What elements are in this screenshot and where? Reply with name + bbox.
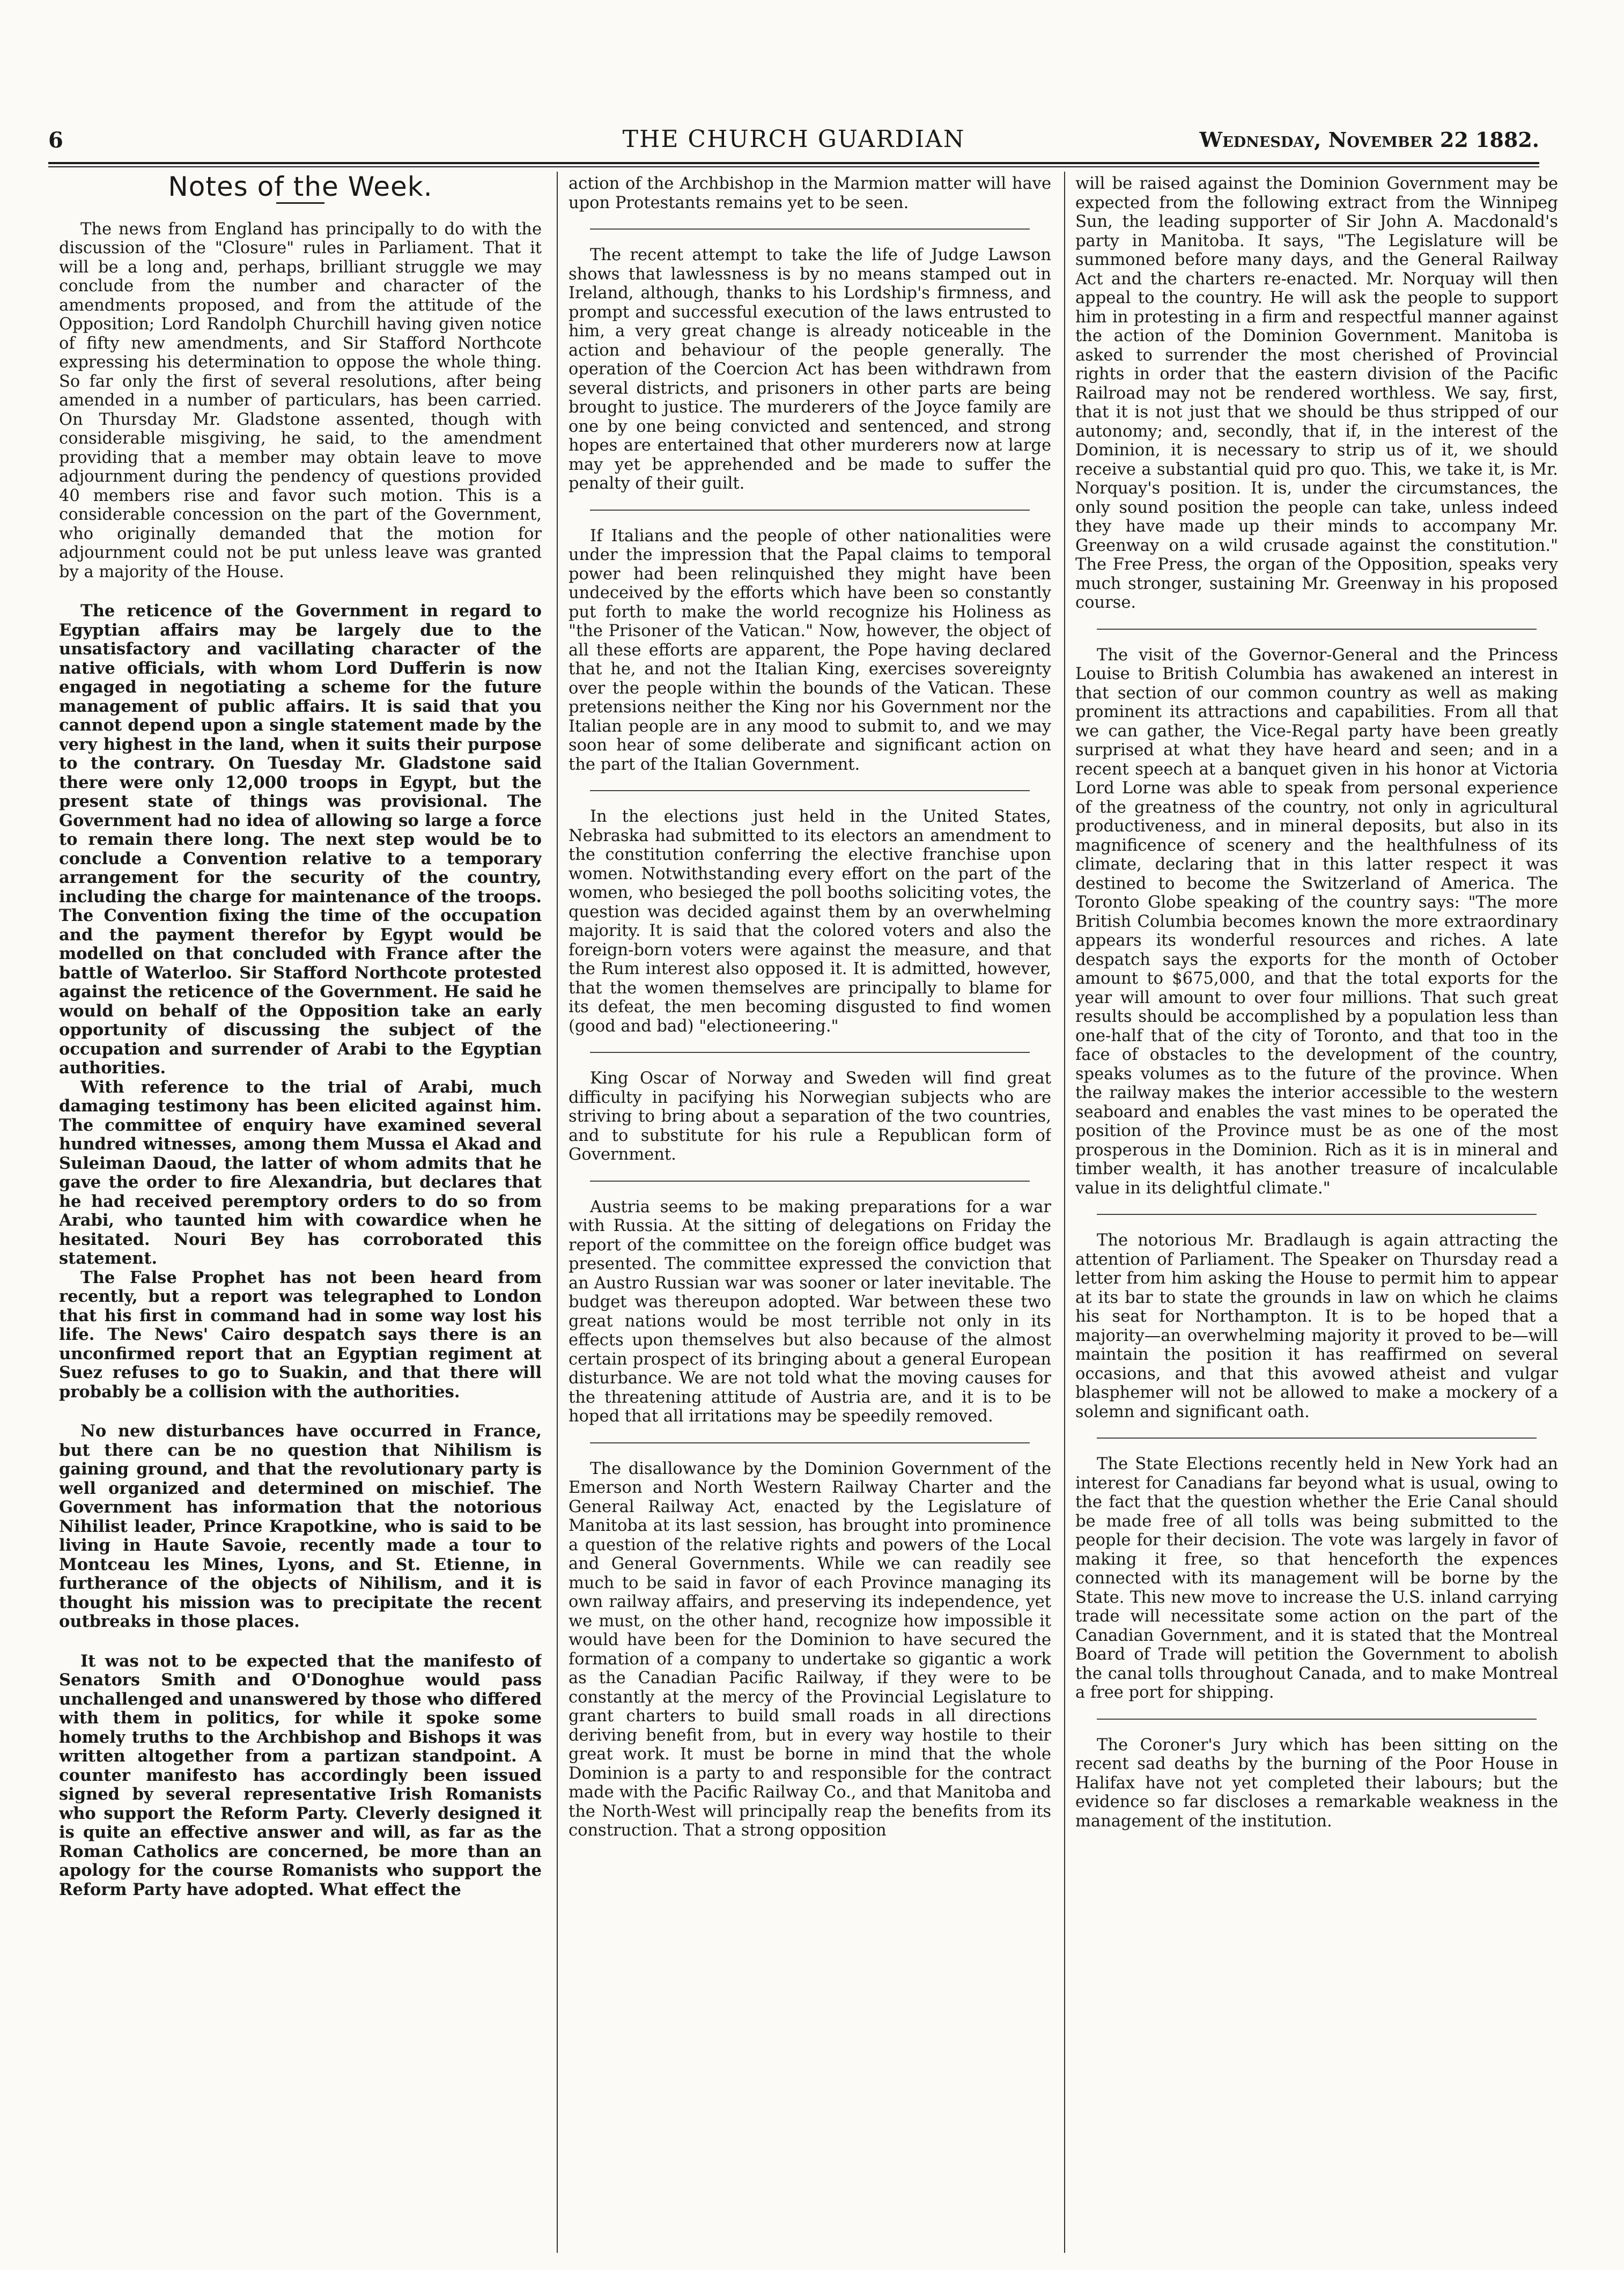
article-paragraph: action of the Archbishop in the Marmion matter will have upon Protestants remains yet to be seen. bbox=[569, 174, 1051, 212]
header-rule-thin bbox=[48, 166, 1539, 167]
item-separator bbox=[590, 1052, 1030, 1053]
article-paragraph: The visit of the Governor-General and the Princess Louise to British Columbia has awakened an interest in that section of our common country as well as making prominent its attractions and capabilities. From all that we can gather, the Vice-Regal party have been greatly surprised at what they have heard and seen; and in a recent speech at a banquet given in his honor at Victoria Lord Lorne was able to speak from personal experience of the greatness of the country, not only in agricultural productiveness, and in mineral deposits, but also in its magnificence of scenery and the healthfulness of its climate, declaring that in this latter respect it was destined to become the Switzerland of America. The Toronto Globe speaking of the country says: "The more British Columbia becomes known the more extraordinary appears its wonderful resources and riches. A late despatch says the exports for the month of October amount to $675,000, and that the total exports for the year will amount to over four millions. That such great results should be accomplished by a population less than one-half that of the city of Toronto, and that too in the face of obstacles to the development of the country, speaks volumes as to the future of the province. When the railway makes the interior accessible to the western seaboard and enables the vast mines to be operated the position of the Province must be as one of the most prosperous in the Dominion. Rich as it is in mineral and timber wealth, it has another treasure of incalculable value in its delightful climate." bbox=[1075, 645, 1558, 1198]
section-heading: Notes of the Week. bbox=[168, 174, 433, 202]
article-paragraph: The recent attempt to take the life of Judge Lawson shows that lawlessness is by no means stamped out in Ireland, although, thanks to his Lordship's firmness, and prompt and successful execution of the laws entrusted to him, a very great change is already noticeable in the action and behaviour of the people generally. The operation of the Coercion Act has been withdrawn from several districts, and prisoners in other parts are being brought to justice. The murderers of the Joyce family are one by one being convicted and sentenced, and strong hopes are entertained that other murderers now at large may yet be apprehended and be made to suffer the penalty of their guilt. bbox=[569, 246, 1051, 493]
page-number: 6 bbox=[48, 128, 63, 153]
column-3 bbox=[1075, 174, 1558, 2250]
article-paragraph: The news from England has principally to do with the discussion of the "Closure" rules in Parliament. That it will be a long and, perhaps, brilliant struggle we may conclude from the number and character of the amendments proposed, and from the attitude of the Opposition; Lord Randolph Churchill having given notice of fifty new amendments, and Sir Stafford Northcote expressing his determination to oppose the whole thing. So far only the first of several resolutions, after being amended in a number of particulars, has been carried. On Thursday Mr. Gladstone assented, though with considerable misgiving, he said, to the amendment providing that a member may obtain leave to move adjournment during the pendency of questions provided 40 members rise and favor such motion. This is a considerable concession on the part of the Government, who originally demanded that the motion for adjournment could not be put unless leave was granted by a majority of the House. bbox=[59, 219, 542, 581]
article-paragraph: If Italians and the people of other nationalities were under the impression that the Papal claims to temporal power had been relinquished they might have been undeceived by the efforts which have been so constantly put forth to make the world recognize his Holiness as "the Prisoner of the Vatican." Now, however, the object of all these efforts are apparent, the Pope having declared that he, and not the Italian King, exercises sovereignty over the people within the bounds of the Vatican. These pretensions neither the King nor his Government nor the Italian people are in any mood to submit to, and we may soon hear of some deliberate and significant action on the part of the Italian Government. bbox=[569, 526, 1051, 774]
header-rule bbox=[48, 162, 1539, 164]
article-paragraph: The disallowance by the Dominion Government of the Emerson and North Western Railway Charter and the General Railway Act, enacted by the Legislature of Manitoba at its last session, has brought into prominence a question of the relative rights and powers of the Local and General Governments. While we can readily see much to be said in favor of each Province managing its own railway affairs, and preserving its independence, yet we must, on the other hand, recognize how impossible it would have been for the Dominion to have secured the formation of a company to undertake so gigantic a work as the Canadian Pacific Railway, if they were to be constantly at the mercy of the Provincial Legislature to grant charters to build small roads in all directions deriving benefit from, but in every way hostile to their great work. It must be borne in mind that the whole Dominion is a party to and responsible for the contract made with the Pacific Railway Co., and that Manitoba and the North-West will principally reap the benefits from its construction. That a strong opposition bbox=[569, 1459, 1051, 1840]
article-paragraph: King Oscar of Norway and Sweden will find great difficulty in pacifying his Norwegian subjects who are striving to bring about a separation of the two countries, and to substitute for his rule a Republican form of Government. bbox=[569, 1069, 1051, 1164]
column-divider bbox=[557, 172, 558, 2253]
column-1 bbox=[59, 174, 542, 2250]
item-separator bbox=[1097, 1438, 1537, 1439]
item-separator bbox=[590, 1442, 1030, 1443]
article-paragraph: Austria seems to be making preparations for a war with Russia. At the sitting of delegations on Friday the report of the committee on the foreign office budget was presented. The committee expressed the conviction that an Austro Russian war was sooner or later inevitable. The budget was thereupon adopted. War between these two great nations would be most terrible not only in its effects upon themselves but also because of the almost certain prospect of its bringing about a general European disturbance. We are not told what the moving causes for the threatening attitude of Austria are, and it is to be hoped that all irritations may be speedily removed. bbox=[569, 1197, 1051, 1426]
item-separator bbox=[1097, 1214, 1537, 1215]
article-paragraph: With reference to the trial of Arabi, much damaging testimony has been elicited against him. The committee of enquiry have examined several hundred witnesses, among them Mussa el Akad and Suleiman Daoud, the latter of whom admits that he gave the order to fire Alexandria, but declares that he had received peremptory orders to do so from Arabi, who taunted him with cowardice when he hesitated. Nouri Bey has corroborated this statement. bbox=[59, 1077, 542, 1268]
article-paragraph: The notorious Mr. Bradlaugh is again attracting the attention of Parliament. The Speaker on Thursday read a letter from him asking the House to permit him to appear at its bar to state the grounds in law on which he claims his seat for Northampton. It is to be hoped that a majority—an overwhelming majority it proved to be—will maintain the position it has reaffirmed on several occasions, and that this avowed atheist and vulgar blasphemer will not be allowed to make a mockery of a solemn and significant oath. bbox=[1075, 1231, 1558, 1421]
article-paragraph: The Coroner's Jury which has been sitting on the recent sad deaths by the burning of the Poor House in Halifax have not yet completed their labours; but the evidence so far discloses a remarkable weakness in the management of the institution. bbox=[1075, 1735, 1558, 1831]
article-paragraph: In the elections just held in the United States, Nebraska had submitted to its electors an amendment to the constitution conferring the elective franchise upon women. Notwithstanding every effort on the part of the women, who besieged the poll booths soliciting votes, the question was decided against them by an overwhelming majority. It is said that the colored voters and also the foreign-born voters were against the measure, and that the Rum interest also opposed it. It is admitted, however, that the women themselves are principally to blame for its defeat, the men becoming disgusted to find women (good and bad) "electioneering." bbox=[569, 807, 1051, 1036]
item-separator bbox=[590, 229, 1030, 230]
article-paragraph: The State Elections recently held in New York had an interest for Canadians far beyond what is usual, owing to the fact that the question whether the Erie Canal should be made free of all tolls was being submitted to the people for their decision. The vote was largely in favor of making it free, so that henceforth the expences connected with its management will be borne by the State. This new move to increase the U.S. inland carrying trade will necessitate some action on the part of the Canadian Government, and it is stated that the Montreal Board of Trade will petition the Government to abolish the canal tolls throughout Canada, and to make Montreal a free port for shipping. bbox=[1075, 1455, 1558, 1702]
masthead bbox=[48, 122, 1539, 160]
newspaper-title: THE CHURCH GUARDIAN bbox=[622, 126, 965, 153]
item-separator bbox=[1097, 1719, 1537, 1720]
item-separator bbox=[590, 790, 1030, 791]
item-separator bbox=[590, 510, 1030, 511]
column-divider bbox=[1064, 172, 1065, 2253]
item-separator bbox=[590, 1181, 1030, 1182]
item-separator bbox=[1097, 629, 1537, 630]
column-2 bbox=[569, 174, 1051, 2250]
article-paragraph: No new disturbances have occurred in France, but there can be no question that Nihilism is gaining ground, and that the revolutionary party is well organized and determined on mischief. The Government has information that the notorious Nihilist leader, Prince Krapotkine, who is said to be living in Haute Savoie, recently made a tour to Montceau les Mines, Lyons, and St. Etienne, in furtherance of the objects of Nihilism, and it is thought his mission was to precipitate the recent outbreaks in those places. bbox=[59, 1421, 542, 1631]
issue-date: Wednesday, November 22 1882. bbox=[1199, 128, 1539, 152]
article-paragraph: It was not to be expected that the manifesto of Senators Smith and O'Donoghue would pass unchallenged and unanswered by those who differed with them in politics, for while it spoke some homely truths to the Archbishop and Bishops it was written altogether from a partizan standpoint. A counter manifesto has accordingly been issued signed by several representative Irish Romanists who support the Reform Party. Cleverly designed it is quite an effective answer and will, as far as the Roman Catholics are concerned, be more than an apology for the course Romanists who support the Reform Party have adopted. What effect the bbox=[59, 1651, 542, 1899]
article-paragraph: will be raised against the Dominion Government may be expected from the following extract from the Winnipeg Sun, the leading supporter of Sir John A. Macdonald's party in Manitoba. It says, "The Legislature will be summoned before many days, and the General Railway Act and the charters re-enacted. Mr. Norquay will then appeal to the country. He will ask the people to support him in protesting in a firm and respectful manner against the action of the Dominion Government. Manitoba is asked to surrender the most cherished of Provincial rights in order that the eastern division of the Pacific Railroad may not be rendered worthless. We say, first, that it is not just that we should be thus stripped of our autonomy; and, secondly, that if, in the interest of the Dominion, it is necessary to strip us of it, we should receive a substantial quid pro quo. This, we take it, is Mr. Norquay's position. It is, under the circumstances, the only sound position the people can take, unless indeed they have made up their minds to accompany Mr. Greenway on a wild crusade against the constitution." The Free Press, the organ of the Opposition, speaks very much stronger, sustaining Mr. Greenway in his proposed course. bbox=[1075, 174, 1558, 612]
article-paragraph: The False Prophet has not been heard from recently, but a report was telegraphed to London that his first in command had in some way lost his life. The News' Cairo despatch says there is an unconfirmed report that an Egyptian regiment at Suez refuses to go to Suakin, and that there will probably be a collision with the authorities. bbox=[59, 1267, 542, 1402]
article-paragraph: The reticence of the Government in regard to Egyptian affairs may be largely due to the unsatisfactory and vacillating character of the native officials, with whom Lord Dufferin is now engaged in negotiating a scheme for the future management of public affairs. It is said that you cannot depend upon a single statement made by the very highest in the land, when it suits their purpose to the contrary. On Tuesday Mr. Gladstone said there were only 12,000 troops in Egypt, but the present state of things was provisional. The Government had no idea of allowing so large a force to remain there long. The next step would be to conclude a Convention relative to a temporary arrangement for the security of the country, including the charge for maintenance of the troops. The Convention fixing the time of the occupation and the payment therefor by Egypt would be modelled on that concluded with France after the battle of Waterloo. Sir Stafford Northcote protested against the reticence of the Government. He said he would on behalf of the Opposition take an early opportunity of discussing the subject of the occupation and surrender of Arabi to the Egyptian authorities. bbox=[59, 601, 542, 1078]
